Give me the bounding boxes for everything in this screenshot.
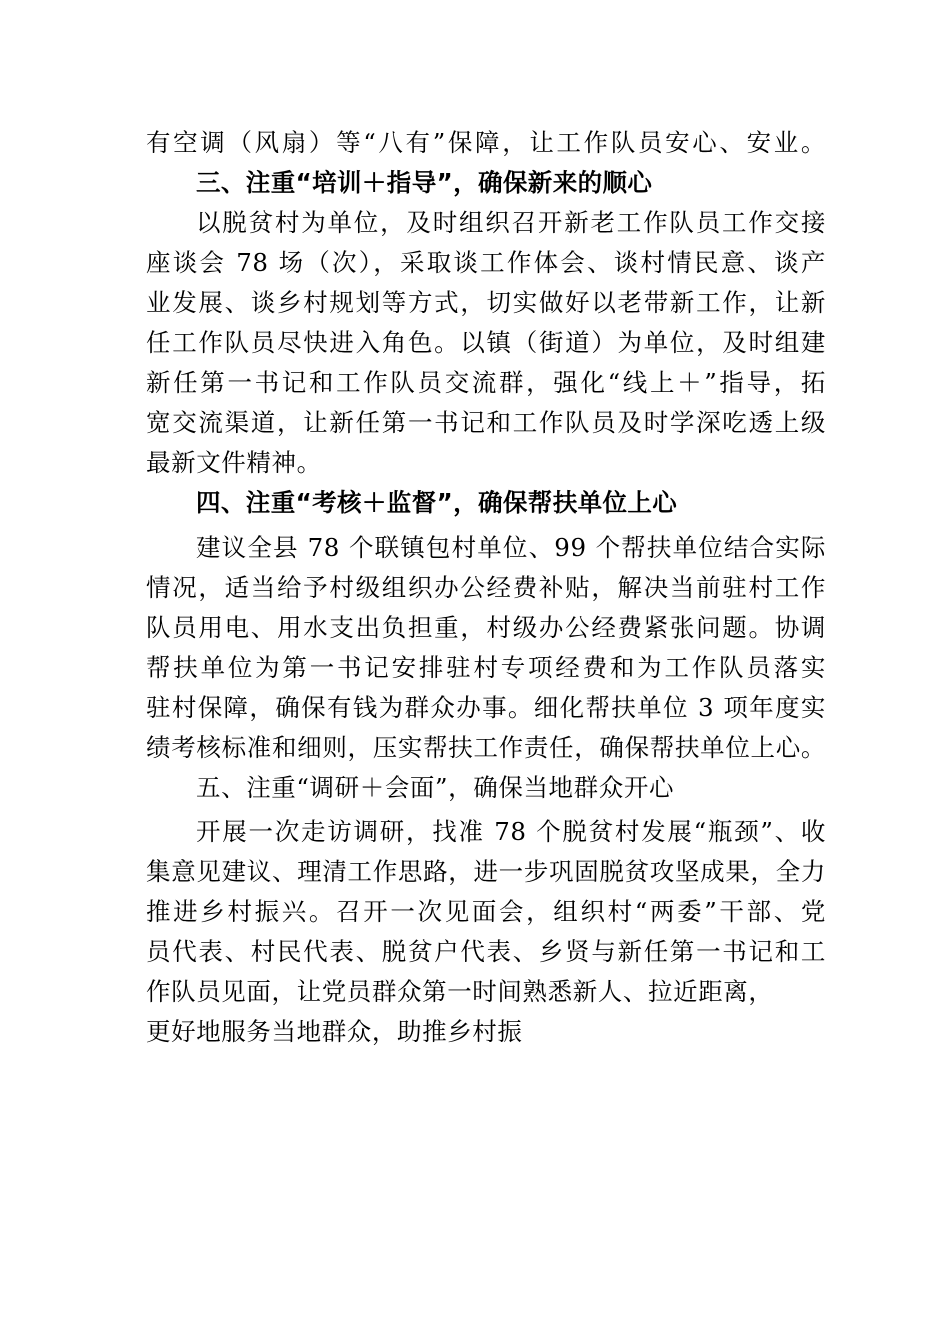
paragraph-line: 作队员见面，让党员群众第一时间熟悉新人、拉近距离， bbox=[146, 977, 774, 1006]
paragraph-line: 集意见建议、理清工作思路，进一步巩固脱贫攻坚成果，全力 bbox=[146, 857, 826, 886]
paragraph-line: 帮扶单位为第一书记安排驻村专项经费和为工作队员落实 bbox=[146, 653, 826, 682]
paragraph-line: 任工作队员尽快进入角色。以镇（街道）为单位，及时组建 bbox=[146, 328, 826, 357]
paragraph-line: 情况，适当给予村级组织办公经费补贴，解决当前驻村工作 bbox=[146, 573, 826, 602]
paragraph-line: 有空调（风扇）等“八有”保障，让工作队员安心、安业。 bbox=[146, 128, 826, 157]
paragraph-line: 业发展、谈乡村规划等方式，切实做好以老带新工作，让新 bbox=[146, 288, 826, 317]
paragraph-line: 座谈会 78 场（次），采取谈工作体会、谈村情民意、谈产 bbox=[146, 248, 826, 277]
paragraph-line: 驻村保障，确保有钱为群众办事。细化帮扶单位 3 项年度实 bbox=[146, 693, 826, 722]
paragraph-line: 宽交流渠道，让新任第一书记和工作队员及时学深吃透上级 bbox=[146, 408, 826, 437]
paragraph-line: 队员用电、用水支出负担重，村级办公经费紧张问题。协调 bbox=[146, 613, 826, 642]
paragraph-line: 最新文件精神。 bbox=[146, 448, 322, 477]
paragraph-line: 推进乡村振兴。召开一次见面会，组织村“两委”干部、党 bbox=[146, 897, 826, 926]
paragraph-line: 以脱贫村为单位，及时组织召开新老工作队员工作交接 bbox=[196, 208, 826, 237]
section-heading-3: 三、注重“培训＋指导”，确保新来的顺心 bbox=[196, 168, 653, 197]
paragraph-line: 新任第一书记和工作队员交流群，强化“线上＋”指导，拓 bbox=[146, 368, 826, 397]
paragraph-line: 员代表、村民代表、脱贫户代表、乡贤与新任第一书记和工 bbox=[146, 937, 826, 966]
section-heading-5: 五、注重“调研＋会面”，确保当地群众开心 bbox=[196, 773, 675, 802]
section-heading-4: 四、注重“考核＋监督”，确保帮扶单位上心 bbox=[196, 488, 678, 517]
paragraph-line: 更好地服务当地群众，助推乡村振 bbox=[146, 1017, 523, 1046]
paragraph-line: 建议全县 78 个联镇包村单位、99 个帮扶单位结合实际 bbox=[196, 533, 826, 562]
paragraph-line: 绩考核标准和细则，压实帮扶工作责任，确保帮扶单位上心。 bbox=[146, 733, 826, 762]
paragraph-line: 开展一次走访调研，找准 78 个脱贫村发展“瓶颈”、收 bbox=[196, 817, 826, 846]
